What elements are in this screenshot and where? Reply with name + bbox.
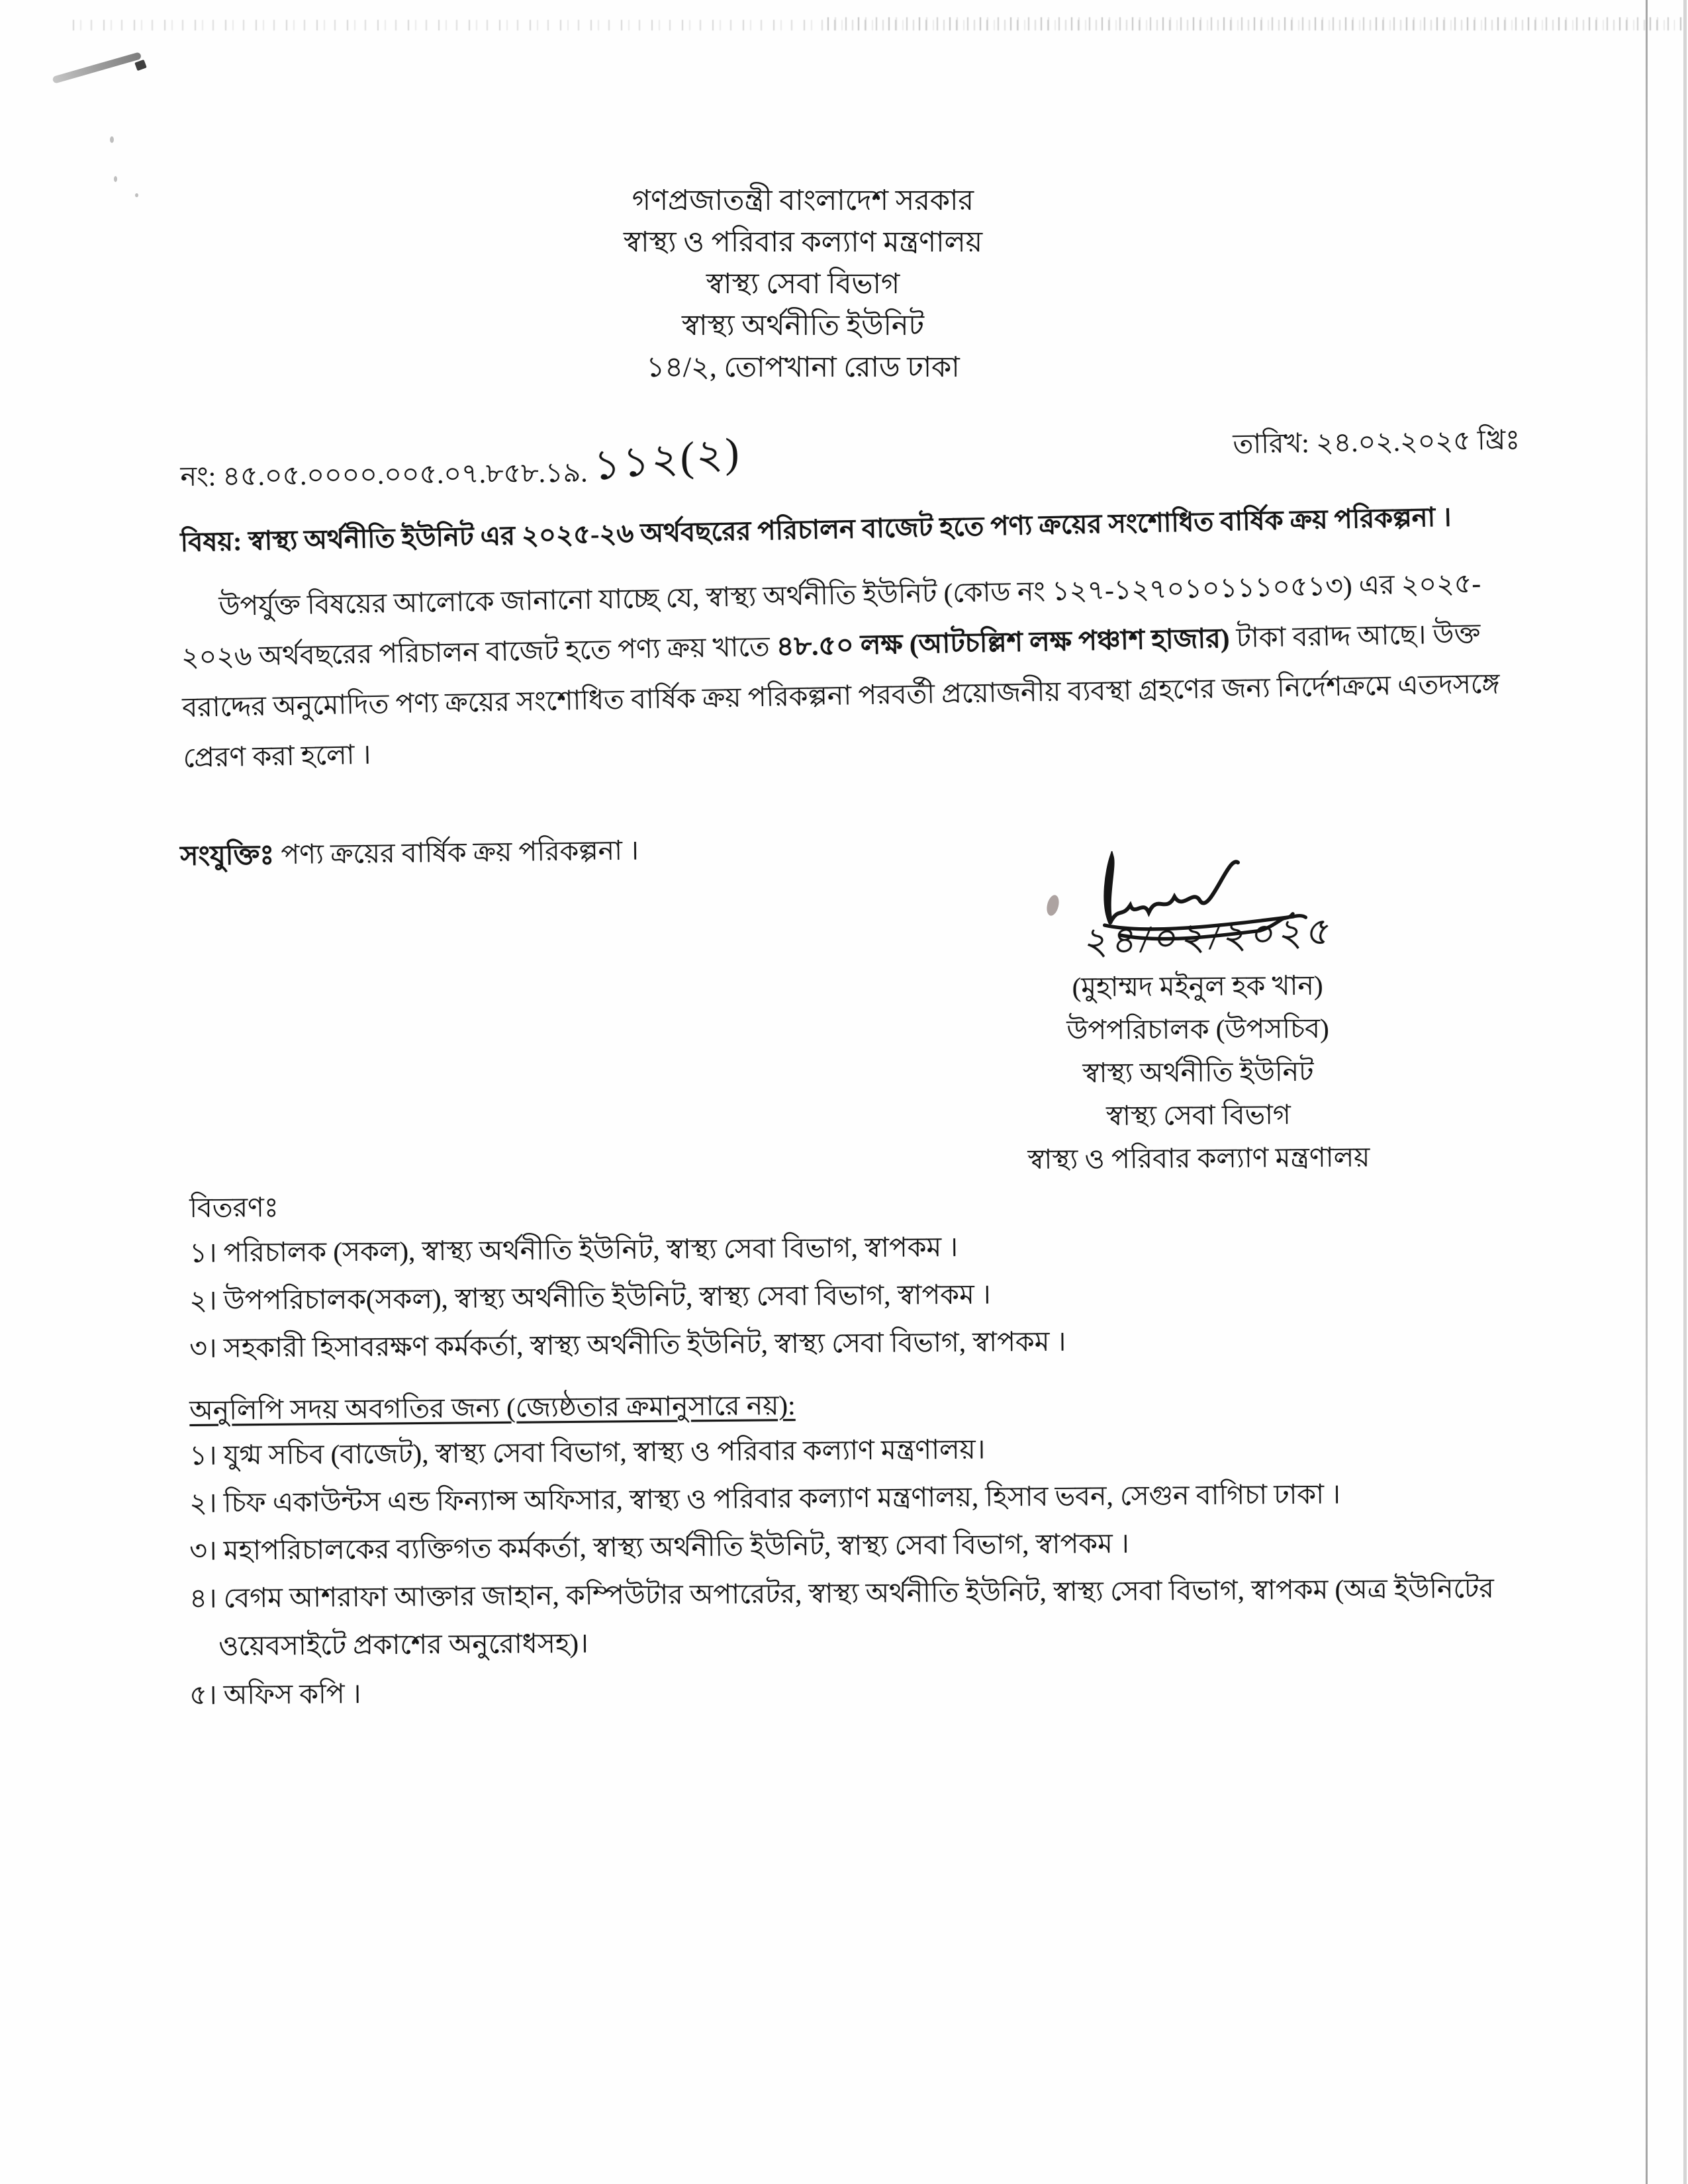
- body-line-4: প্রেরণ করা হলো ।: [183, 739, 371, 773]
- distribution-item: ৩। সহকারী হিসাবরক্ষণ কর্মকর্তা, স্বাস্থ্য অর্থনীতি ইউনিট, স্বাস্থ্য সেবা বিভাগ, স্বাপকম ।: [189, 1326, 1066, 1363]
- handwritten-serial: ১১২(২): [593, 428, 741, 490]
- date-era: খ্রিঃ: [1477, 424, 1521, 456]
- body-paragraph: [180, 561, 1550, 788]
- subject-text: স্বাস্থ্য অর্থনীতি ইউনিট এর ২০২৫-২৬ অর্থবছরের পরিচালন বাজেট হতে পণ্য ক্রয়ের সংশোধিত বার্ষিক ক্রয় পরিকল্পনা ।: [241, 502, 1452, 557]
- copy-item: ১। যুগ্ম সচিব (বাজেট), স্বাস্থ্য সেবা বিভাগ, স্বাস্থ্য ও পরিবার কল্যাণ মন্ত্রণালয়।: [189, 1433, 986, 1471]
- pen-streak-tip: [134, 60, 147, 71]
- letterhead-division: স্বাস্থ্য সেবা বিভাগ: [706, 269, 900, 300]
- signatory-office-division: স্বাস্থ্য সেবা বিভাগ: [1105, 1099, 1291, 1131]
- signatory-name: (মুহাম্মদ মইনুল হক খান): [1072, 970, 1323, 1003]
- memo-number-value: ৪৫.০৫.০০০০.০০৫.০৭.৮৫৮.১৯.: [222, 457, 588, 492]
- body-line-3: বরাদ্দের অনুমোদিত পণ্য ক্রয়ের সংশোধিত বার্ষিক ক্রয় পরিকল্পনা পরবর্তী প্রয়োজনীয় ব্যবস্থা গ্রহণের জন্য নির্দেশক্রমে এতদসঙ্গে: [181, 668, 1500, 723]
- copy-item: ৪। বেগম আশরাফা আক্তার জাহান, কম্পিউটার অপারেটর, স্বাস্থ্য অর্থনীতি ইউনিট, স্বাস্থ্য সেবা বিভাগ, স্বাপকম (অত্র ইউনিটের: [189, 1572, 1495, 1614]
- copy-item: ২। চিফ একাউন্টস এন্ড ফিন্যান্স অফিসার, স্বাস্থ্য ও পরিবার কল্যাণ মন্ত্রণালয়, হিসাব ভবন, সেগুন বাগিচা ঢাকা ।: [189, 1479, 1341, 1518]
- body-line-2-post: টাকা বরাদ্দ আছে। উক্ত: [1229, 618, 1481, 653]
- signature-handwritten-date: ২৪/০২/২০২৫: [1083, 910, 1336, 964]
- pen-streak-mark: [52, 52, 142, 84]
- scan-speck: [110, 136, 114, 143]
- letterhead-address: ১৪/২, তোপখানা রোড ঢাকা: [646, 352, 960, 383]
- copy-item: ৩। মহাপরিচালকের ব্যক্তিগত কর্মকর্তা, স্বাস্থ্য অর্থনীতি ইউনিট, স্বাস্থ্য সেবা বিভাগ, স্বাপকম ।: [189, 1527, 1129, 1566]
- copy-item-continuation: ওয়েবসাইটে প্রকাশের অনুরোধসহ)।: [218, 1627, 588, 1661]
- copy-heading: অনুলিপি সদয় অবগতির জন্য (জ্যেষ্ঠতার ক্রমানুসারে নয়):: [189, 1390, 796, 1426]
- letterhead-government: গণপ্রজাতন্ত্রী বাংলাদেশ সরকার: [632, 185, 974, 216]
- allocation-amount: ৪৮.৫০ লক্ষ (আটচল্লিশ লক্ষ পঞ্চাশ হাজার): [776, 622, 1230, 662]
- letterhead-unit: স্বাস্থ্য অর্থনীতি ইউনিট: [682, 310, 924, 341]
- signature-block: [953, 963, 1444, 1181]
- copy-item: ৫। অফিস কপি ।: [189, 1678, 361, 1710]
- letterhead: [0, 180, 1647, 388]
- distribution-item: ২। উপপরিচালক(সকল), স্বাস্থ্য অর্থনীতি ইউনিট, স্বাস্থ্য সেবা বিভাগ, স্বাপকম ।: [189, 1279, 991, 1316]
- letterhead-ministry: স্বাস্থ্য ও পরিবার কল্যাণ মন্ত্রণালয়: [623, 227, 983, 258]
- distribution-item: ১। পরিচালক (সকল), স্বাস্থ্য অর্থনীতি ইউনিট, স্বাস্থ্য সেবা বিভাগ, স্বাপকম ।: [189, 1231, 959, 1268]
- date-line: [1233, 419, 1521, 469]
- memo-number-label: নং:: [180, 461, 216, 492]
- date-label: তারিখ:: [1233, 428, 1310, 459]
- enclosure-line: [180, 830, 639, 881]
- subject-label: বিষয়:: [180, 526, 242, 557]
- scan-noise-band-right: [827, 17, 1681, 30]
- signatory-office-unit: স্বাস্থ্য অর্থনীতি ইউনিট: [1082, 1056, 1314, 1089]
- body-line-1: উপর্যুক্ত বিষয়ের আলোকে জানানো যাচ্ছে যে, স্বাস্থ্য অর্থনীতি ইউনিট (কোড নং ১২৭-১২৭০১০১১১০৫১৩) এর ২০২৫-: [218, 567, 1481, 621]
- distribution-heading: বিতরণঃ: [189, 1192, 279, 1223]
- page-edge-line: [1683, 0, 1687, 2184]
- ink-smudge: [1045, 893, 1060, 917]
- date-value: ২৪.০২.২০২৫: [1315, 425, 1471, 459]
- signatory-designation: উপপরিচালক (উপসচিব): [1066, 1013, 1329, 1046]
- enclosure-text: পণ্য ক্রয়ের বার্ষিক ক্রয় পরিকল্পনা ।: [273, 835, 639, 870]
- enclosure-label: সংযুক্তিঃ: [180, 839, 275, 871]
- memo-number-line: [180, 428, 743, 509]
- signatory-office-ministry: স্বাস্থ্য ও পরিবার কল্যাণ মন্ত্রণালয়: [1027, 1142, 1370, 1175]
- body-line-2-pre: ২০২৬ অর্থবছরের পরিচালন বাজেট হতে পণ্য ক্রয় খাতে: [181, 631, 777, 672]
